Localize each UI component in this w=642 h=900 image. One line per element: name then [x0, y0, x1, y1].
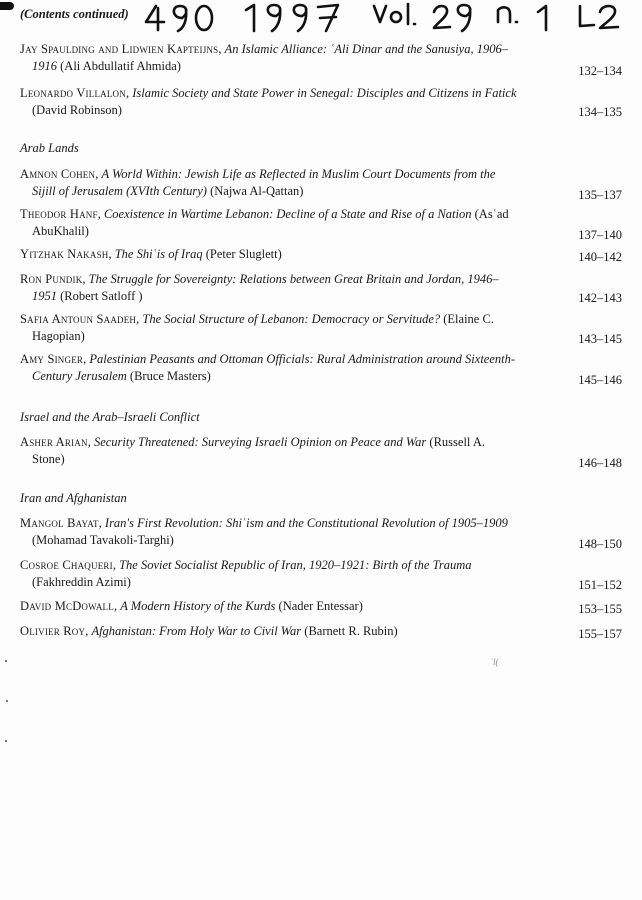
entry-title: The Soviet Socialist Republic of Iran, 1920–1921: Birth of the Trauma — [119, 558, 472, 572]
handwritten-note — [142, 0, 627, 36]
handwritten-note-drawing — [142, 0, 627, 36]
entry-author: Theodor Hanf — [20, 207, 98, 221]
entry-pages: 134–135 — [578, 105, 622, 119]
list-item: Ron Pundik, The Struggle for Sovereignty: Relations between Great Britain and Jordan, 1946– 1951 (Robert Satloff ) — [20, 272, 499, 303]
entry-title: The Social Structure of Lebanon: Democracy or Servitude? — [142, 312, 441, 326]
contents-continued-label: (Contents continued) — [20, 7, 129, 21]
entry-title-continued: 1951 — [32, 289, 57, 303]
entry-pages: 145–146 — [578, 373, 622, 387]
list-item: Amnon Cohen, A World Within: Jewish Life as Reflected in Muslim Court Documents from the Sijill of Jerusalem (XVIth Century) (Najwa Al-Qattan) — [20, 167, 496, 198]
entry-title: A Modern History of the Kurds — [120, 599, 276, 613]
scan-speck — [5, 660, 7, 662]
faint-pencil-mark: ʿl( — [490, 657, 499, 667]
entry-pages: 137–140 — [578, 228, 622, 242]
entry-reviewer-start: (Asʿad — [474, 207, 509, 221]
entry-reviewer: (Nader Entessar) — [278, 599, 363, 613]
entry-pages: 148–150 — [578, 537, 622, 551]
entry-title-continued: 1916 — [32, 59, 57, 73]
section-heading: Arab Lands — [20, 141, 79, 155]
list-item: Cosroe Chaqueri, The Soviet Socialist Republic of Iran, 1920–1921: Birth of the Trauma (Fakhreddin Azimi) — [20, 558, 472, 589]
entry-author: David McDowall — [20, 599, 114, 613]
entry-title: Security Threatened: Surveying Israeli Opinion on Peace and War — [93, 435, 427, 449]
section-heading: Iran and Afghanistan — [20, 491, 127, 505]
entry-reviewer: (Najwa Al-Qattan) — [210, 184, 304, 198]
entry-title-continued: Century Jerusalem — [32, 369, 127, 383]
entry-title: Iran's First Revolution: Shiʿism and the Constitutional Revolution of 1905–1909 — [104, 516, 508, 530]
list-item: David McDowall, A Modern History of the Kurds (Nader Entessar) — [20, 599, 363, 613]
entry-title: Coexistence in Wartime Lebanon: Decline of a State and Rise of a Nation — [103, 207, 472, 221]
entry-pages: 143–145 — [578, 332, 622, 346]
entry-reviewer: (Peter Sluglett) — [205, 247, 282, 261]
entry-author: Yitzhak Nakash — [20, 247, 109, 261]
entry-reviewer: (Bruce Masters) — [129, 369, 211, 383]
entry-pages: 135–137 — [578, 188, 622, 202]
entry-title: Palestinian Peasants and Ottoman Officials: Rural Administration around Sixteenth- — [89, 352, 516, 366]
entry-reviewer: (Ali Abdullatif Ahmida) — [60, 59, 181, 73]
entry-title: The Shiʿis of Iraq — [114, 247, 203, 261]
section-heading: Israel and the Arab–Israeli Conflict — [20, 410, 200, 424]
entry-title-continued: Sijill of Jerusalem (XVIth Century) — [32, 184, 207, 198]
scan-margin-mark — [0, 2, 14, 10]
entry-reviewer: (Barnett R. Rubin) — [304, 624, 398, 638]
entry-author: Mangol Bayat — [20, 516, 99, 530]
entry-reviewer: (David Robinson) — [32, 103, 122, 117]
scan-speck — [5, 740, 7, 742]
entry-reviewer: Hagopian) — [32, 329, 85, 343]
entry-pages: 155–157 — [578, 627, 622, 641]
entry-pages: 132–134 — [578, 64, 622, 78]
entry-author: Leonardo Villalon — [20, 86, 126, 100]
list-item: Mangol Bayat, Iran's First Revolution: Shiʿism and the Constitutional Revolution of 1905–1909 (Mohamad Tavakoli-Targhi) — [20, 516, 508, 547]
entry-pages: 153–155 — [578, 602, 622, 616]
entry-author: Olivier Roy — [20, 624, 86, 638]
entry-pages: 146–148 — [578, 456, 622, 470]
entry-title: An Islamic Alliance: ʿAli Dinar and the Sanusiya, 1906– — [224, 42, 508, 56]
entry-author: Jay Spaulding and Lidwien Kapteijns — [20, 42, 219, 56]
entry-reviewer: (Mohamad Tavakoli-Targhi) — [32, 533, 174, 547]
entry-title: A World Within: Jewish Life as Reflected in Muslim Court Documents from the — [101, 167, 496, 181]
entry-reviewer: Stone) — [32, 452, 65, 466]
entry-pages: 151–152 — [578, 578, 622, 592]
list-item: Olivier Roy, Afghanistan: From Holy War to Civil War (Barnett R. Rubin) — [20, 624, 398, 638]
scan-speck — [6, 700, 8, 702]
entry-title: Afghanistan: From Holy War to Civil War — [91, 624, 302, 638]
list-item: Jay Spaulding and Lidwien Kapteijns, An Islamic Alliance: ʿAli Dinar and the Sanusiya, 1906– 1916 (Ali Abdullatif Ahmida) — [20, 42, 508, 73]
entry-pages: 142–143 — [578, 291, 622, 305]
entry-author: Safia Antoun Saadeh — [20, 312, 137, 326]
entry-title: Islamic Society and State Power in Senegal: Disciples and Citizens in Fatick — [132, 86, 517, 100]
entry-reviewer: (Fakhreddin Azimi) — [32, 575, 131, 589]
entry-author: Amnon Cohen — [20, 167, 96, 181]
list-item: Leonardo Villalon, Islamic Society and State Power in Senegal: Disciples and Citizens in Fatick (David Robinson) — [20, 86, 517, 117]
entry-author: Cosroe Chaqueri — [20, 558, 113, 572]
entry-reviewer: AbuKhalil) — [32, 224, 89, 238]
list-item: Safia Antoun Saadeh, The Social Structure of Lebanon: Democracy or Servitude? (Elaine C. Hagopian) — [20, 312, 494, 343]
entry-reviewer-start: (Elaine C. — [443, 312, 494, 326]
entry-pages: 140–142 — [578, 250, 622, 264]
entry-title: The Struggle for Sovereignty: Relations between Great Britain and Jordan, 1946– — [88, 272, 499, 286]
list-item: Asher Arian, Security Threatened: Surveying Israeli Opinion on Peace and War (Russell A. Stone) — [20, 435, 485, 466]
entry-author: Amy Singer — [20, 352, 84, 366]
list-item: Yitzhak Nakash, The Shiʿis of Iraq (Peter Sluglett) — [20, 247, 282, 261]
list-item: Theodor Hanf, Coexistence in Wartime Lebanon: Decline of a State and Rise of a Nation (Asʿad AbuKhalil) — [20, 207, 509, 238]
entry-author: Asher Arian — [20, 435, 88, 449]
entry-author: Ron Pundik — [20, 272, 83, 286]
entry-reviewer-start: (Russell A. — [429, 435, 485, 449]
list-item: Amy Singer, Palestinian Peasants and Ottoman Officials: Rural Administration around Sixteenth- Century Jerusalem (Bruce Masters) — [20, 352, 516, 383]
entry-reviewer: (Robert Satloff ) — [60, 289, 143, 303]
